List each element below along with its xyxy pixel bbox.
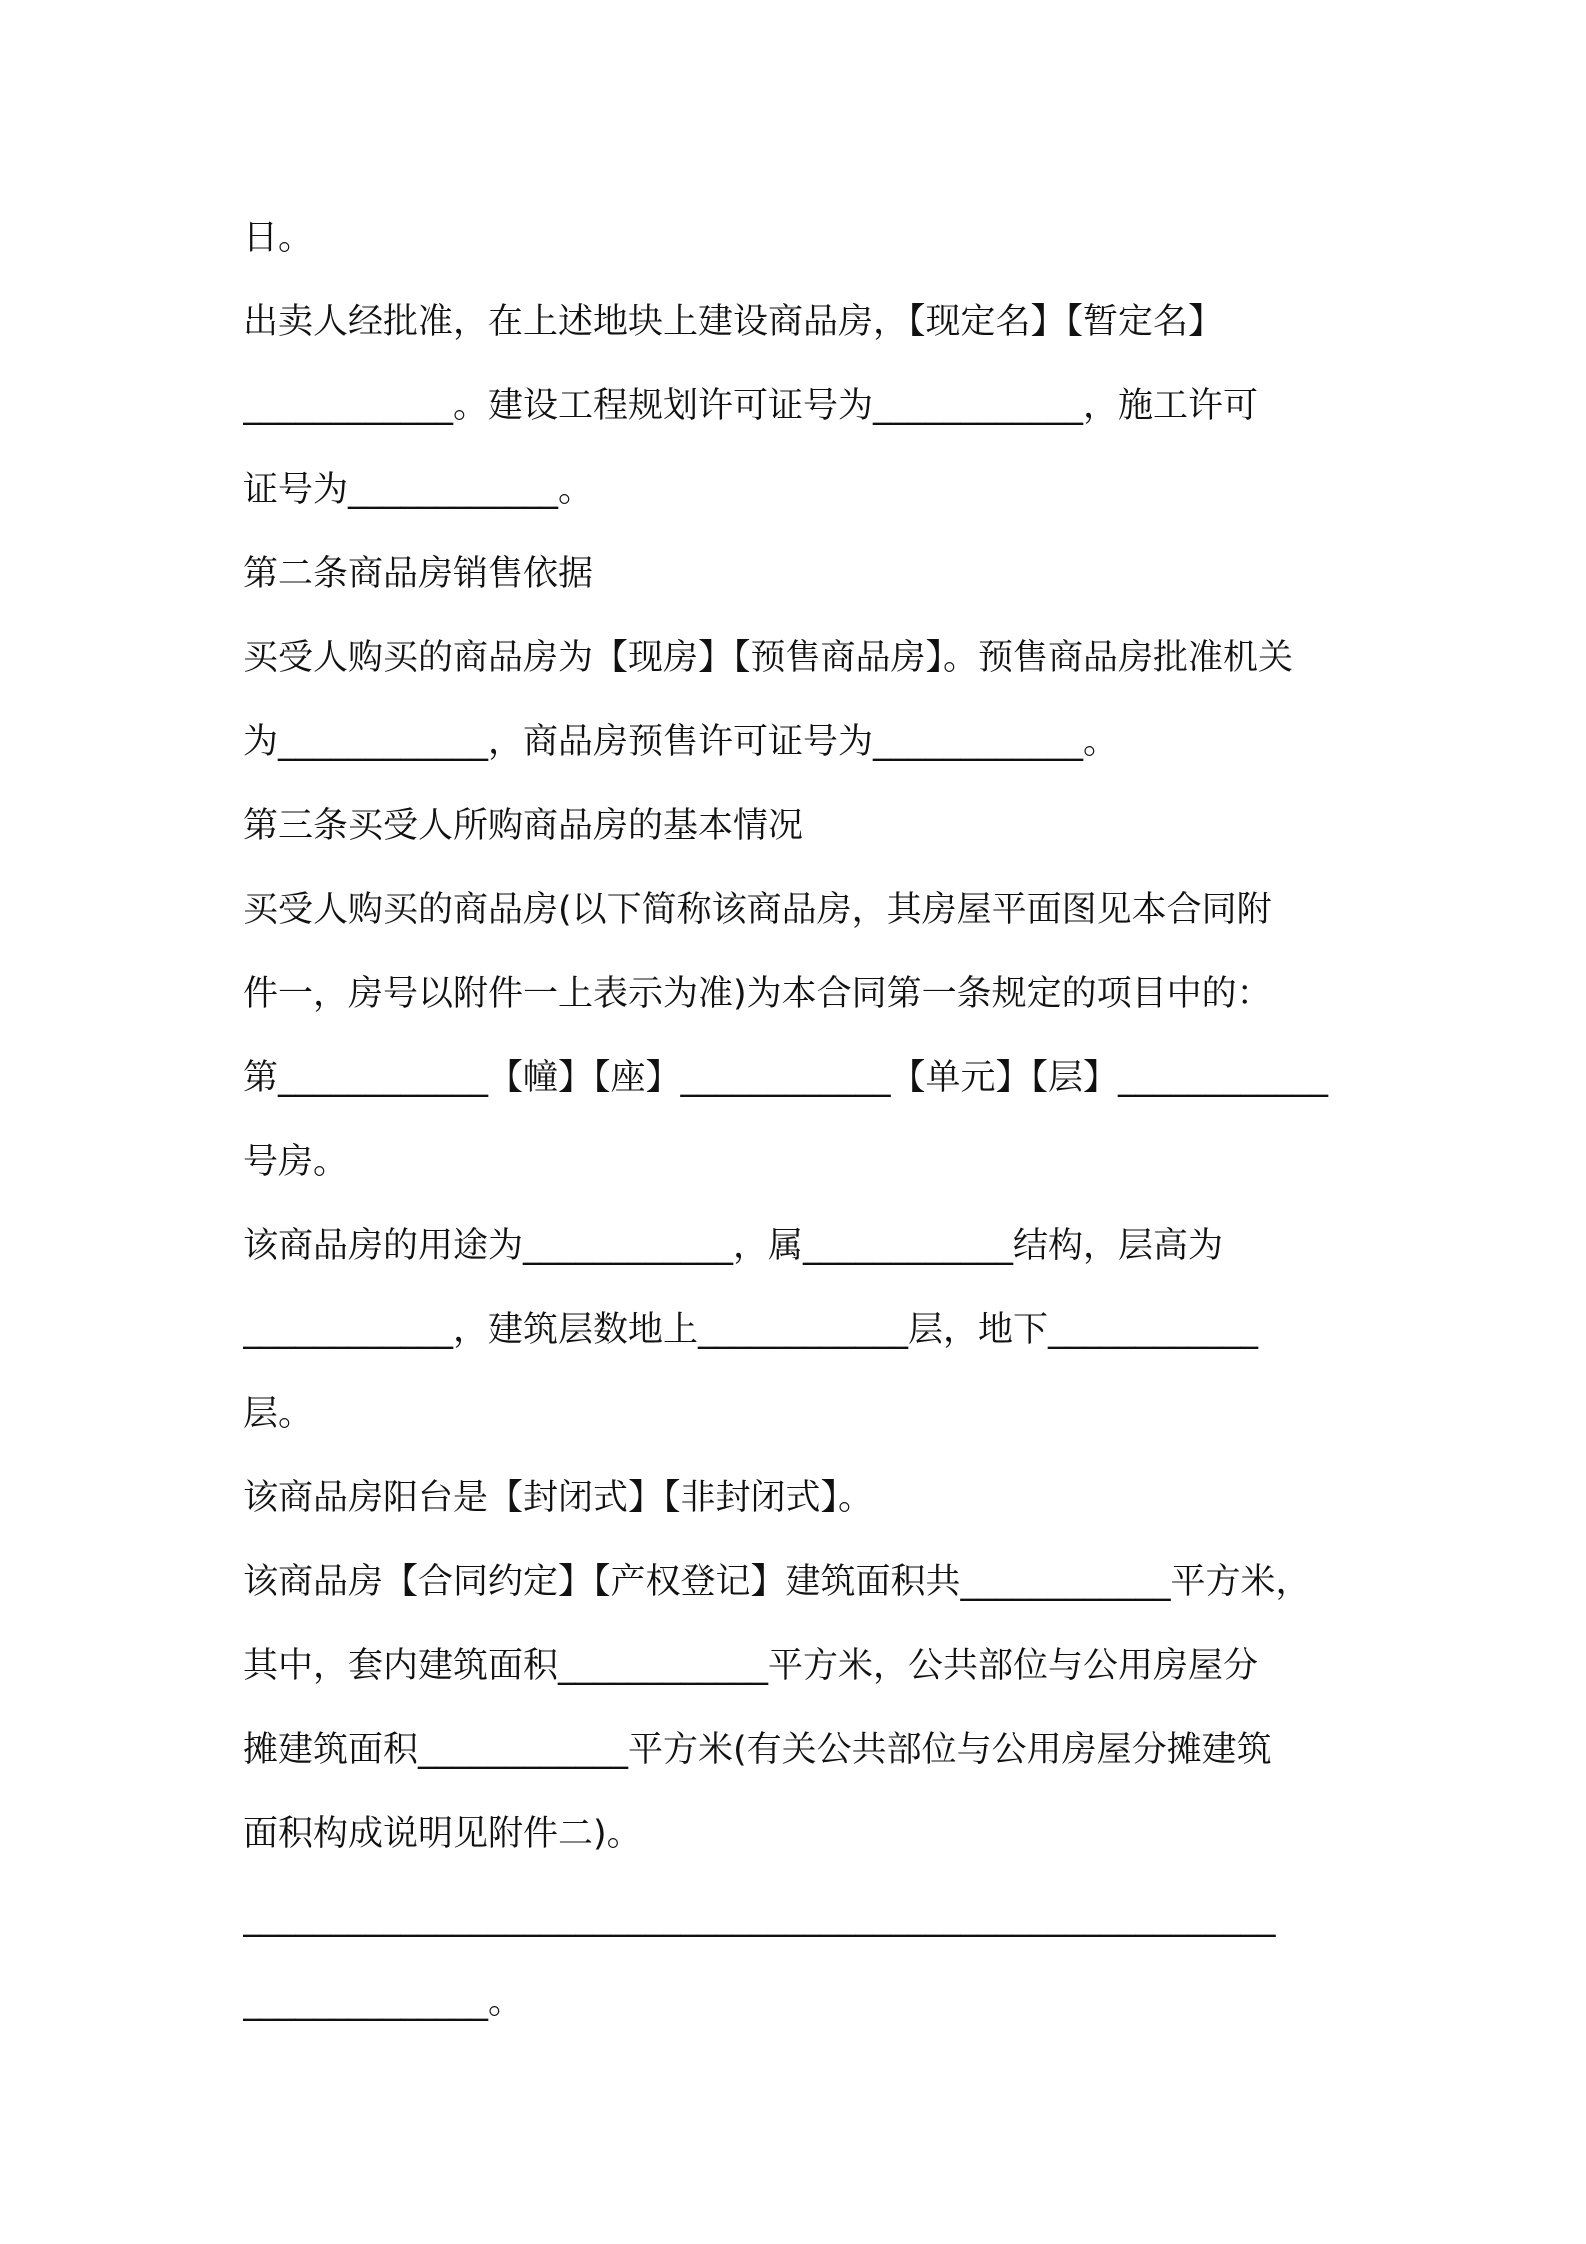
- text-line: 号房。: [243, 1142, 349, 1182]
- text-line: 买受人购买的商品房为【现房】【预售商品房】。预售商品房批准机关: [243, 638, 1294, 678]
- text-line: 证号为____________。: [243, 470, 594, 510]
- text-line: 第____________【幢】【座】____________【单元】【层】____________: [243, 1058, 1329, 1098]
- text-line: 其中，套内建筑面积____________平方米，公共部位与公用房屋分: [243, 1646, 1259, 1686]
- text-line: 面积构成说明见附件二)。: [243, 1814, 642, 1854]
- text-line: 日。: [243, 218, 314, 258]
- document-body: [243, 196, 1363, 2044]
- text-line: 该商品房阳台是【封闭式】【非封闭式】。: [243, 1478, 874, 1518]
- text-line: ____________。建设工程规划许可证号为____________，施工许可: [243, 386, 1259, 426]
- text-line: 为____________，商品房预售许可证号为____________。: [243, 722, 1119, 762]
- section-heading: 第三条买受人所购商品房的基本情况: [243, 806, 804, 846]
- text-line: 出卖人经批准，在上述地块上建设商品房，【现定名】【暂定名】: [243, 302, 1224, 342]
- text-line: 该商品房【合同约定】【产权登记】建筑面积共____________平方米，: [243, 1562, 1311, 1602]
- text-line: 摊建筑面积____________平方米(有关公共部位与公用房屋分摊建筑: [243, 1730, 1272, 1770]
- blank-fill-line: ______________。: [243, 1982, 524, 2022]
- text-line: ____________，建筑层数地上____________层，地下____________: [243, 1310, 1259, 1350]
- section-heading: 第二条商品房销售依据: [243, 554, 594, 594]
- blank-fill-line: ___________________________________________________________: [243, 1898, 1276, 1938]
- text-line: 买受人购买的商品房(以下简称该商品房，其房屋平面图见本合同附: [243, 890, 1272, 930]
- text-line: 层。: [243, 1394, 314, 1434]
- text-line: 该商品房的用途为____________，属____________结构，层高为: [243, 1226, 1224, 1266]
- text-line: 件一，房号以附件一上表示为准)为本合同第一条规定的项目中的：: [243, 974, 1272, 1014]
